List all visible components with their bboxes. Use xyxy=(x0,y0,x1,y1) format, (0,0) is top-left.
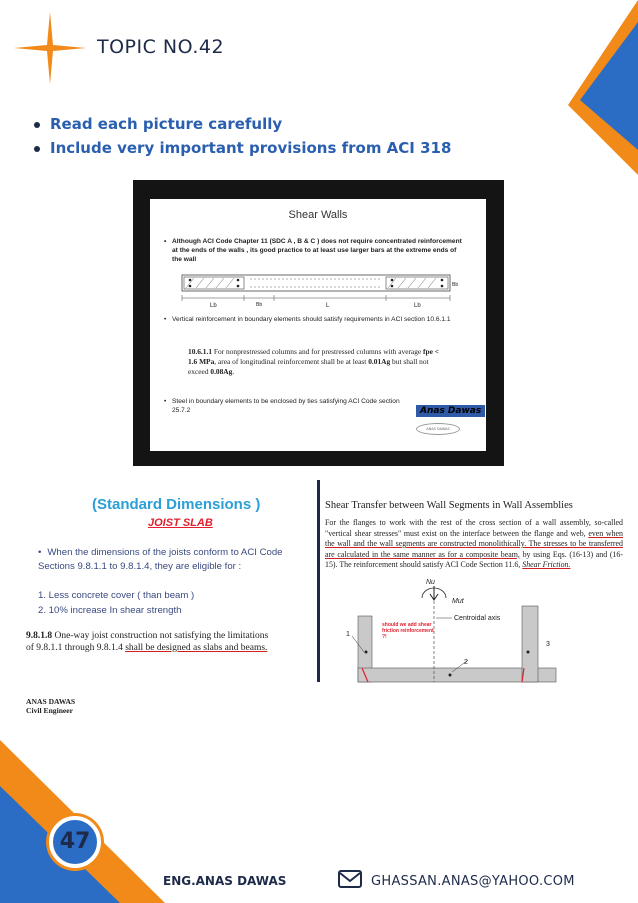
dim-label-height: Bb xyxy=(452,282,458,288)
mail-icon xyxy=(338,870,362,888)
code-fpe: fpe < 1.6 MPa xyxy=(188,347,439,366)
footer-email: GHASSAN.ANAS@YAHOO.COM xyxy=(371,874,575,889)
instructions-list xyxy=(34,112,451,160)
code-end: . xyxy=(232,367,235,376)
code-text-c: but shall not exceed xyxy=(188,357,429,376)
benefit-item: 1. Less concrete cover ( than beam ) xyxy=(38,590,195,601)
page-number-badge: 47 xyxy=(49,816,101,868)
fig-label-mu: Mut xyxy=(452,598,464,605)
wall-plan-diagram xyxy=(180,271,458,311)
code-981-text: One-way joist construction not satisfying the limitations of 9.8.1.1 through 9.8.1.4 xyxy=(26,631,269,653)
column-divider xyxy=(317,480,320,682)
dim-label-gap: Bb xyxy=(256,302,263,308)
fig-note: should we add shear friction reinforcement ?! xyxy=(382,622,434,640)
shear-transfer-body xyxy=(325,518,623,571)
fig-label-nu: Nu xyxy=(426,579,435,586)
dim-label-right: Lb xyxy=(414,303,421,309)
author-name: ANAS DAWAS xyxy=(26,697,76,706)
dim-label-mid: L xyxy=(326,303,330,309)
corner-decoration-top-right xyxy=(568,0,638,175)
joist-benefits-list xyxy=(38,588,194,618)
aci-code-10-6-1-1 xyxy=(188,347,448,377)
instruction-item: Read each picture carefully xyxy=(34,112,451,136)
st-text-2: even when the wall and the wall segments are constructed monolithically. The stresses to be transferred are calculated in the same manner as for a composite beam, xyxy=(325,528,623,559)
joist-slab-subtitle: JOIST SLAB xyxy=(148,517,213,529)
st-text-3: by using Eqs. (16-13) and (16-15). The reinforcement should satisfy ACI Code Section 11.6, xyxy=(325,549,623,569)
standard-dimensions-title: (Standard Dimensions ) xyxy=(92,496,261,513)
code-981-underlined: shall be designed as slabs and beams. xyxy=(125,643,268,653)
code-max: 0.08Ag xyxy=(210,367,233,376)
fig-note-box xyxy=(382,622,434,652)
fig-point-3: 3 xyxy=(546,641,550,648)
author-watermark: Anas Dawas xyxy=(416,405,485,417)
joist-eligibility-text: • When the dimensions of the joists conform to ACI Code Sections 9.8.1.1 to 9.8.1.4, they are eligible for : xyxy=(38,547,283,572)
topic-title: TOPIC NO.42 xyxy=(97,36,225,58)
st-text-1: For the flanges to work with the rest of the cross section of a wall assembly, so-called "vertical shear stresses" must exist on the interface between the flange and web, xyxy=(325,518,623,538)
fig-point-1: 1 xyxy=(346,631,350,638)
instruction-item: Include very important provisions from ACI 318 xyxy=(34,136,451,160)
star-spark-icon xyxy=(14,12,86,84)
st-text-4: Shear Friction. xyxy=(522,560,571,569)
dim-label-left: Lb xyxy=(210,303,217,309)
author-signature xyxy=(26,697,75,715)
code-ref: 10.6.1.1 xyxy=(188,347,213,356)
author-title: Civil Engineer xyxy=(26,706,74,715)
shear-transfer-title: Shear Transfer between Wall Segments in Wall Assemblies xyxy=(325,500,573,511)
aci-code-9-8-1-8 xyxy=(26,630,276,654)
slide-bullet-3: • Steel in boundary elements to be enclosed by ties satisfying ACI Code section 25.7.2 xyxy=(172,397,412,415)
watermark-seal: ANAS DAWAS xyxy=(416,423,460,435)
benefit-item: 2. 10% increase In shear strength xyxy=(38,605,182,616)
code-981-ref: 9.8.1.8 xyxy=(26,631,53,641)
slide-bullet-2: • Vertical reinforcement in boundary elements should satisfy requirements in ACI section 10.6.1.1 xyxy=(172,315,462,324)
joist-paragraph: When the dimensions of the joists conform to ACI Code Sections 9.8.1.1 to 9.8.1.4, they are eligible for : xyxy=(38,547,283,572)
code-text-a: For nonprestressed columns and for prestressed columns with average xyxy=(213,347,422,356)
fig-point-2: 2 xyxy=(464,659,468,666)
code-min: 0.01Ag xyxy=(368,357,391,366)
code-text-b: , area of longitudinal reinforcement shall be at least xyxy=(214,357,367,366)
wall-assembly-figure xyxy=(340,576,564,686)
fig-label-axis: Centroidal axis xyxy=(454,615,501,622)
slide-title: Shear Walls xyxy=(288,209,348,221)
shear-walls-slide xyxy=(150,199,486,451)
slide-bullet-1: • Although ACI Code Chapter 11 (SDC A , B & C ) does not require concentrated reinforcement at the ends of the walls , its good practice to at least use larger bars at the extreme ends of the wall xyxy=(172,237,462,264)
footer-author-name: ENG.ANAS DAWAS xyxy=(163,874,287,888)
